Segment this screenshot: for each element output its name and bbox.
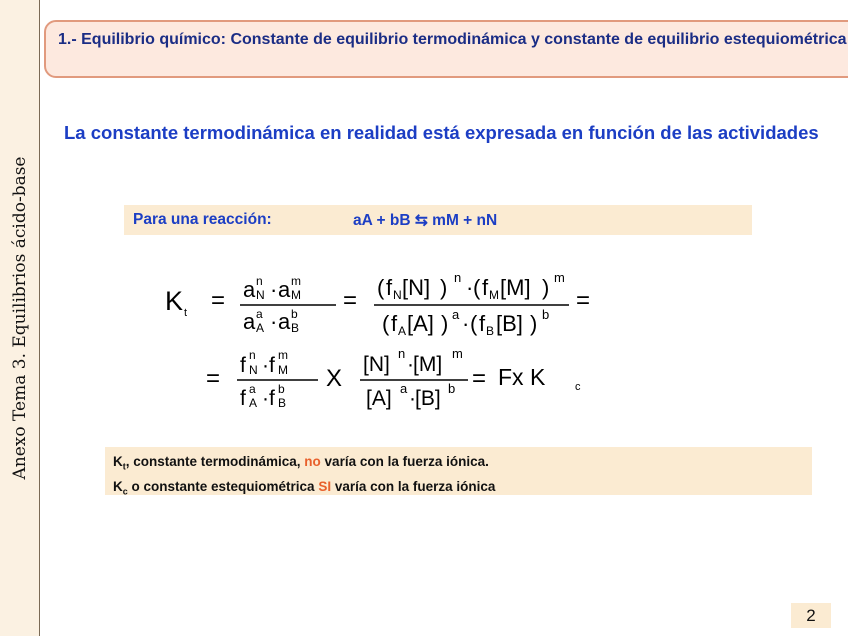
reaction-box: [124, 205, 752, 235]
svg-text:[M]: [M]: [500, 275, 531, 300]
svg-text:n: n: [454, 270, 462, 285]
svg-text:f: f: [479, 311, 486, 336]
svg-text:m: m: [554, 270, 565, 285]
sidebar: [0, 0, 40, 636]
svg-text:B: B: [278, 396, 287, 410]
fx-kc: Fx K: [498, 364, 546, 390]
svg-text:M: M: [489, 288, 499, 302]
highlight-si: SI: [318, 478, 332, 494]
svg-text:M: M: [291, 288, 301, 302]
highlight-no: no: [304, 454, 321, 469]
svg-text:[B]: [B]: [415, 387, 441, 410]
reaction-label: Para una reacción:: [133, 211, 272, 228]
svg-text:m: m: [278, 348, 288, 362]
svg-text:a: a: [256, 307, 263, 321]
svg-text:): ): [542, 275, 550, 300]
svg-text:[N]: [N]: [402, 275, 431, 300]
note-line-1: $K_t$, constante termodinámica, no varía con la fuerza iónica.: [113, 454, 489, 472]
svg-text:m: m: [291, 274, 301, 288]
svg-text:[B]: [B]: [496, 311, 523, 336]
svg-text:f: f: [482, 275, 489, 300]
svg-text:(: (: [473, 275, 481, 300]
note-line-2: $K_c$ o constante estequiométrica SI varía con la fuerza iónica: [113, 478, 496, 497]
svg-text:·: ·: [270, 277, 278, 302]
svg-text:n: n: [249, 348, 256, 362]
svg-text:b: b: [291, 307, 298, 321]
svg-text:b: b: [542, 307, 550, 322]
svg-text:f: f: [269, 387, 275, 410]
svg-text:n: n: [256, 274, 263, 288]
equilibrium-formula: [150, 248, 690, 423]
svg-text:f: f: [269, 354, 275, 377]
svg-text:a: a: [452, 307, 460, 322]
svg-text:f: f: [386, 275, 393, 300]
svg-text:(: (: [382, 311, 390, 336]
times-sign: X: [326, 365, 343, 392]
svg-text:(: (: [470, 311, 478, 336]
svg-text:N: N: [256, 288, 265, 302]
svg-text:N: N: [249, 363, 258, 377]
svg-text:·: ·: [409, 387, 416, 410]
svg-text:a: a: [243, 277, 256, 302]
svg-text:a: a: [400, 381, 408, 396]
svg-text:f: f: [240, 387, 246, 410]
reaction-equation: aA + bB ⇆ mM + nN: [353, 212, 498, 229]
kc-subscript: c: [575, 381, 581, 393]
equals-5: =: [472, 365, 487, 392]
svg-text:[A]: [A]: [366, 387, 392, 410]
svg-text:·: ·: [407, 353, 414, 376]
svg-text:[N]: [N]: [363, 353, 390, 376]
svg-text:[M]: [M]: [413, 353, 443, 376]
intro-text: La constante termodinámica en realidad está expresada en función de las actividades: [64, 122, 819, 143]
svg-text:b: b: [278, 382, 285, 396]
svg-text:·: ·: [462, 311, 470, 336]
svg-text:N: N: [393, 288, 402, 302]
svg-text:f: f: [240, 354, 246, 377]
svg-text:·: ·: [262, 387, 269, 410]
svg-text:B: B: [486, 324, 495, 338]
equals-2: =: [343, 287, 358, 314]
sidebar-label: Anexo Tema 3. Equilibrios ácido-base: [10, 156, 30, 480]
page-number: 2: [791, 603, 831, 628]
slide-title: 1.- Equilibrio químico: Constante de equilibrio termodinámica y constante de equilibrio estequiométrica: [44, 20, 848, 78]
svg-text:[A]: [A]: [407, 311, 434, 336]
svg-text:): ): [440, 275, 448, 300]
svg-text:·: ·: [262, 354, 269, 377]
svg-text:B: B: [291, 321, 300, 335]
notes-box: [105, 447, 812, 495]
svg-text:A: A: [398, 324, 407, 338]
svg-text:m: m: [452, 346, 463, 361]
svg-text:): ): [530, 311, 538, 336]
equals-3: =: [576, 287, 591, 314]
svg-text:·: ·: [270, 309, 278, 334]
svg-text:f: f: [391, 311, 398, 336]
svg-text:(: (: [377, 275, 385, 300]
svg-text:a: a: [278, 309, 291, 334]
svg-text:M: M: [278, 363, 288, 377]
svg-text:A: A: [249, 396, 258, 410]
svg-text:·: ·: [466, 275, 474, 300]
svg-text:a: a: [249, 382, 256, 396]
svg-text:a: a: [243, 309, 256, 334]
svg-text:b: b: [448, 381, 456, 396]
svg-text:n: n: [398, 346, 406, 361]
equals-4: =: [206, 365, 221, 392]
equals-1: =: [211, 287, 226, 314]
svg-text:A: A: [256, 321, 265, 335]
svg-text:): ): [441, 311, 449, 336]
kt-symbol: K: [165, 286, 184, 316]
kt-subscript: t: [184, 307, 188, 319]
svg-text:a: a: [278, 277, 291, 302]
